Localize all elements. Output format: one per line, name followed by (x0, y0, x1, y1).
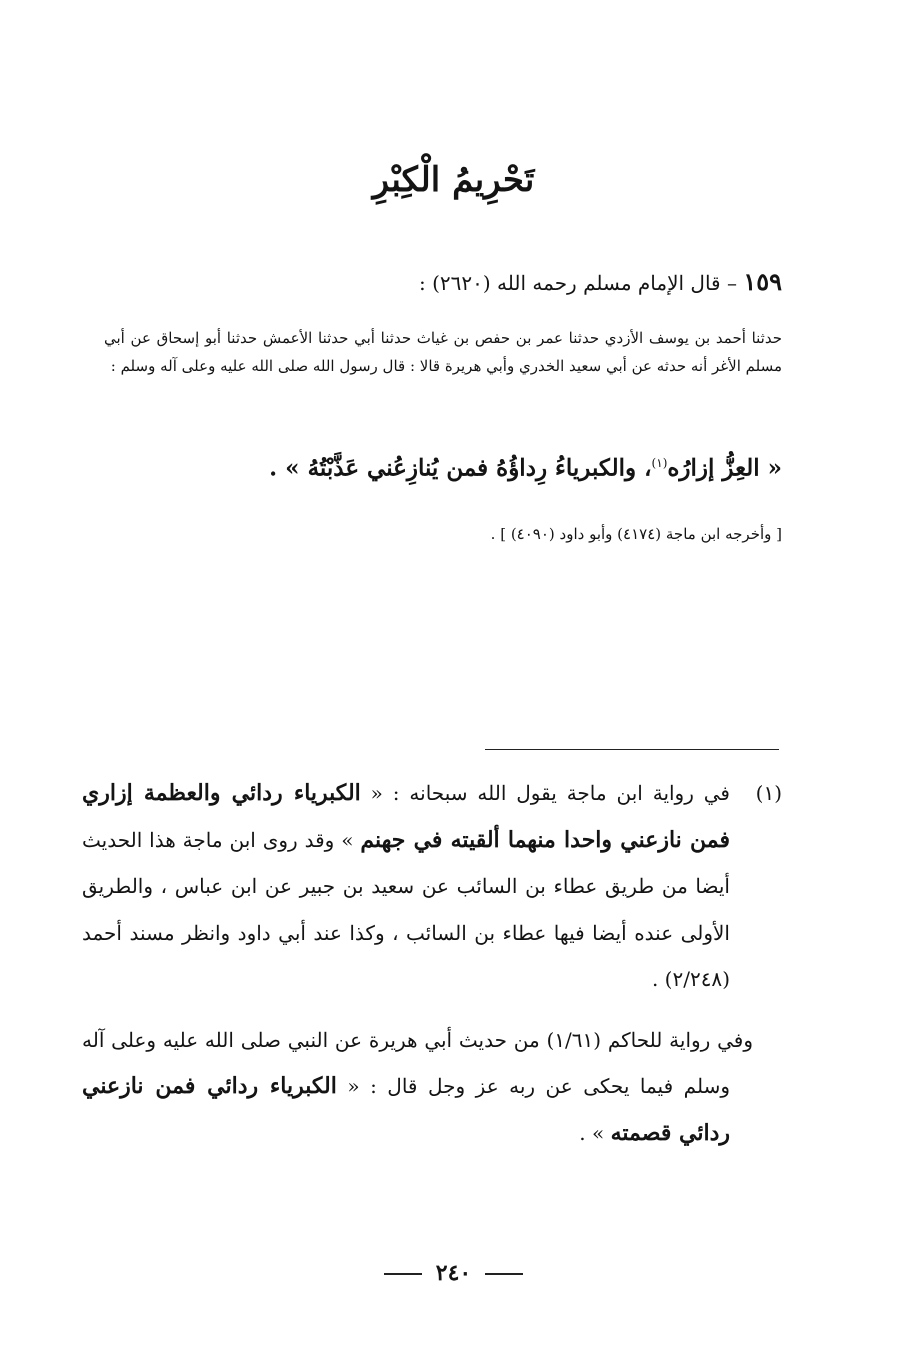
hadith-intro: – قال الإمام مسلم رحمه الله (٢٦٢٠) : (419, 271, 737, 295)
matn-text-part1: « العِزُّ إزارُه (667, 454, 782, 482)
hadith-takhrij: [ وأخرجه ابن ماجة (٤١٧٤) وأبو داود (٤٠٩٠) ] . (490, 525, 782, 543)
page-number (0, 1260, 907, 1286)
page-number-dash-right (384, 1273, 422, 1275)
footnote-1-text-a: في رواية ابن ماجة يقول الله سبحانه : « (370, 781, 730, 805)
footnote-2-quote: الكبرياء ردائي فمن نازعني ردائي قصمته (82, 1073, 730, 1146)
footnotes-section (82, 770, 782, 1156)
footnote-1-text-c: » وقد روى ابن ماجة هذا الحديث أيضا من طريق عطاء بن السائب عن سعيد بن جبير عن ابن عباس ، والطريق الأولى عنده أيضا فيها عطاء بن السائب ، وكذا عند أبي داود وانظر مسند أحمد (٢/٢٤٨) . (82, 827, 730, 991)
footnote-separator (485, 749, 779, 750)
page-number-value: ٢٤٠ (435, 1260, 472, 1286)
footnote-2-text-a: وفي رواية للحاكم (١/٦١) من حديث أبي هريرة عن النبي صلى الله عليه وعلى آله وسلم فيما يحكى عن ربه عز وجل قال : « (82, 1027, 754, 1098)
hadith-heading (122, 264, 782, 301)
footnote-1 (82, 770, 782, 1003)
page-number-dash-left (485, 1273, 523, 1275)
hadith-number: ١٥٩ (743, 267, 782, 296)
hadith-isnad: حدثنا أحمد بن يوسف الأزدي حدثنا عمر بن حفص بن غياث حدثنا أبي حدثنا الأعمش حدثنا أبو إسحاق عن أبي مسلم الأغر أنه حدثه عن أبي سعيد الخدري وأبي هريرة قالا : قال رسول الله صلى الله عليه وعلى آله وسلم : (104, 329, 782, 375)
hadith-matn (104, 440, 782, 492)
footnote-1-continuation (82, 1017, 782, 1157)
footnote-1-quote: الكبرياء ردائي والعظمة إزاري فمن نازعني واحدا منهما ألقيته في جهنم (82, 780, 730, 853)
matn-text-part2: ، والكبرياءُ رِداؤُهُ فمن يُنازِعُني عَذَّبْتُهُ » . (269, 454, 652, 482)
chapter-title: تَحْرِيمُ الْكِبْرِ (372, 160, 535, 200)
footnote-2-text-c: » . (579, 1120, 605, 1145)
footnote-reference: (١) (651, 456, 668, 470)
footnote-1-marker: (١) (755, 781, 782, 805)
